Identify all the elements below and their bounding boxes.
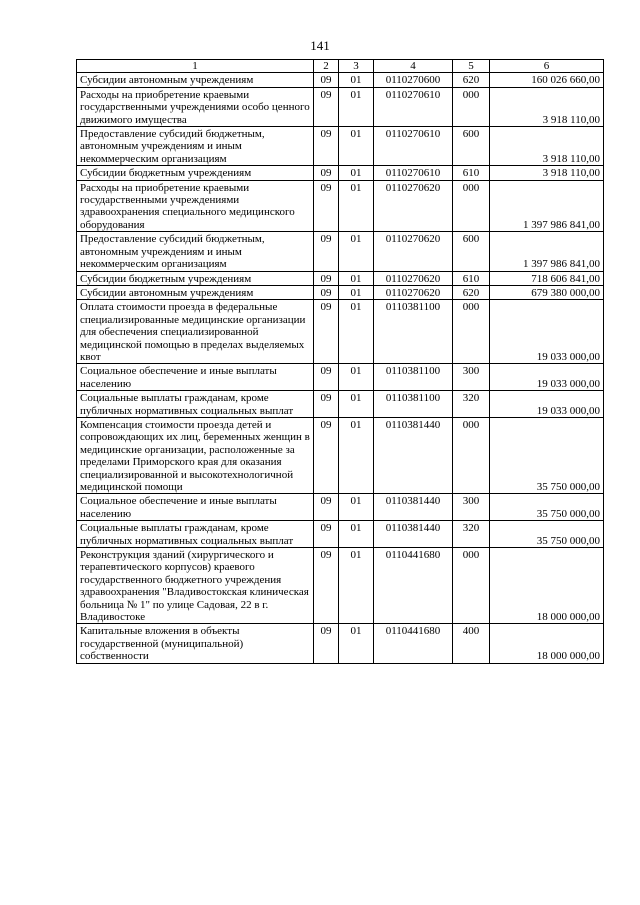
row-section: 09 bbox=[314, 364, 339, 391]
row-subsection: 01 bbox=[339, 87, 374, 126]
row-target-code: 0110381100 bbox=[374, 391, 453, 418]
row-amount: 3 918 110,00 bbox=[490, 166, 604, 180]
table-row bbox=[77, 548, 604, 624]
row-description: Социальное обеспечение и иные выплаты населению bbox=[77, 494, 314, 521]
row-subsection: 01 bbox=[339, 548, 374, 624]
row-section: 09 bbox=[314, 166, 339, 180]
row-amount: 19 033 000,00 bbox=[490, 364, 604, 391]
row-description: Социальное обеспечение и иные выплаты населению bbox=[77, 364, 314, 391]
row-subsection: 01 bbox=[339, 391, 374, 418]
row-expense-type: 320 bbox=[453, 391, 490, 418]
row-section: 09 bbox=[314, 271, 339, 285]
row-subsection: 01 bbox=[339, 180, 374, 232]
header-row bbox=[77, 60, 604, 73]
row-amount: 35 750 000,00 bbox=[490, 521, 604, 548]
row-subsection: 01 bbox=[339, 300, 374, 364]
row-target-code: 0110270620 bbox=[374, 232, 453, 271]
row-subsection: 01 bbox=[339, 232, 374, 271]
table-row bbox=[77, 127, 604, 166]
row-subsection: 01 bbox=[339, 285, 374, 299]
row-target-code: 0110381440 bbox=[374, 417, 453, 493]
row-description: Компенсация стоимости проезда детей и сопровождающих их лиц, беременных женщин в медицинские организации, расположенные за пределами Приморского края для оказания специализированной и высокотехнологичной медицинской помощи bbox=[77, 417, 314, 493]
row-description: Субсидии бюджетным учреждениям bbox=[77, 166, 314, 180]
row-expense-type: 620 bbox=[453, 285, 490, 299]
table-row bbox=[77, 521, 604, 548]
row-description: Расходы на приобретение краевыми государственными учреждениями здравоохранения специального медицинского оборудования bbox=[77, 180, 314, 232]
row-expense-type: 000 bbox=[453, 300, 490, 364]
row-description: Субсидии бюджетным учреждениям bbox=[77, 271, 314, 285]
row-subsection: 01 bbox=[339, 271, 374, 285]
row-expense-type: 600 bbox=[453, 232, 490, 271]
table-row bbox=[77, 300, 604, 364]
row-description: Социальные выплаты гражданам, кроме публичных нормативных социальных выплат bbox=[77, 521, 314, 548]
row-target-code: 0110441680 bbox=[374, 624, 453, 663]
row-expense-type: 600 bbox=[453, 127, 490, 166]
table-row bbox=[77, 364, 604, 391]
table-row bbox=[77, 417, 604, 493]
row-amount: 718 606 841,00 bbox=[490, 271, 604, 285]
table-row bbox=[77, 624, 604, 663]
row-section: 09 bbox=[314, 548, 339, 624]
row-section: 09 bbox=[314, 417, 339, 493]
row-amount: 1 397 986 841,00 bbox=[490, 180, 604, 232]
column-header: 6 bbox=[490, 60, 604, 73]
row-subsection: 01 bbox=[339, 364, 374, 391]
page-number: 141 bbox=[310, 38, 330, 53]
table-row bbox=[77, 232, 604, 271]
row-section: 09 bbox=[314, 180, 339, 232]
row-section: 09 bbox=[314, 494, 339, 521]
row-amount: 18 000 000,00 bbox=[490, 548, 604, 624]
row-target-code: 0110381440 bbox=[374, 521, 453, 548]
row-target-code: 0110381100 bbox=[374, 300, 453, 364]
row-expense-type: 400 bbox=[453, 624, 490, 663]
row-expense-type: 000 bbox=[453, 548, 490, 624]
row-subsection: 01 bbox=[339, 521, 374, 548]
row-amount: 160 026 660,00 bbox=[490, 73, 604, 87]
column-header: 2 bbox=[314, 60, 339, 73]
row-section: 09 bbox=[314, 391, 339, 418]
row-target-code: 0110270610 bbox=[374, 127, 453, 166]
table-row bbox=[77, 391, 604, 418]
column-header: 5 bbox=[453, 60, 490, 73]
row-description: Предоставление субсидий бюджетным, автономным учреждениям и иным некоммерческим организациям bbox=[77, 127, 314, 166]
row-subsection: 01 bbox=[339, 494, 374, 521]
row-target-code: 0110270620 bbox=[374, 271, 453, 285]
row-expense-type: 300 bbox=[453, 494, 490, 521]
row-section: 09 bbox=[314, 73, 339, 87]
row-description: Субсидии автономным учреждениям bbox=[77, 73, 314, 87]
row-expense-type: 000 bbox=[453, 417, 490, 493]
row-description: Реконструкция зданий (хирургического и терапевтического корпусов) краевого государственного бюджетного учреждения здравоохранения "Владивостокская клиническая больница № 1" по улице Садовая, 22 в г. Владивостоке bbox=[77, 548, 314, 624]
row-target-code: 0110270620 bbox=[374, 285, 453, 299]
table-row bbox=[77, 73, 604, 87]
row-expense-type: 300 bbox=[453, 364, 490, 391]
row-section: 09 bbox=[314, 127, 339, 166]
column-header: 4 bbox=[374, 60, 453, 73]
row-description: Социальные выплаты гражданам, кроме публичных нормативных социальных выплат bbox=[77, 391, 314, 418]
row-description: Субсидии автономным учреждениям bbox=[77, 285, 314, 299]
column-header: 3 bbox=[339, 60, 374, 73]
row-target-code: 0110270620 bbox=[374, 180, 453, 232]
row-amount: 18 000 000,00 bbox=[490, 624, 604, 663]
row-subsection: 01 bbox=[339, 417, 374, 493]
row-target-code: 0110270610 bbox=[374, 166, 453, 180]
row-subsection: 01 bbox=[339, 127, 374, 166]
row-target-code: 0110270600 bbox=[374, 73, 453, 87]
budget-table bbox=[76, 59, 604, 664]
row-amount: 3 918 110,00 bbox=[490, 127, 604, 166]
row-section: 09 bbox=[314, 232, 339, 271]
row-amount: 3 918 110,00 bbox=[490, 87, 604, 126]
row-description: Оплата стоимости проезда в федеральные специализированные медицинские организации для обеспечения специализированной медицинской помощью в пределах выделяемых квот bbox=[77, 300, 314, 364]
row-target-code: 0110381440 bbox=[374, 494, 453, 521]
row-amount: 19 033 000,00 bbox=[490, 391, 604, 418]
table-row bbox=[77, 166, 604, 180]
row-amount: 19 033 000,00 bbox=[490, 300, 604, 364]
row-expense-type: 000 bbox=[453, 180, 490, 232]
row-amount: 679 380 000,00 bbox=[490, 285, 604, 299]
row-expense-type: 610 bbox=[453, 166, 490, 180]
table-row bbox=[77, 494, 604, 521]
row-description: Капитальные вложения в объекты государственной (муниципальной) собственности bbox=[77, 624, 314, 663]
row-subsection: 01 bbox=[339, 73, 374, 87]
row-expense-type: 620 bbox=[453, 73, 490, 87]
table-row bbox=[77, 271, 604, 285]
row-description: Расходы на приобретение краевыми государственными учреждениями особо ценного движимого имущества bbox=[77, 87, 314, 126]
row-section: 09 bbox=[314, 300, 339, 364]
row-expense-type: 000 bbox=[453, 87, 490, 126]
row-expense-type: 610 bbox=[453, 271, 490, 285]
row-section: 09 bbox=[314, 87, 339, 126]
table-row bbox=[77, 180, 604, 232]
row-amount: 35 750 000,00 bbox=[490, 417, 604, 493]
table-row bbox=[77, 87, 604, 126]
row-section: 09 bbox=[314, 521, 339, 548]
table-row bbox=[77, 285, 604, 299]
row-description: Предоставление субсидий бюджетным, автономным учреждениям и иным некоммерческим организациям bbox=[77, 232, 314, 271]
row-expense-type: 320 bbox=[453, 521, 490, 548]
row-target-code: 0110381100 bbox=[374, 364, 453, 391]
row-subsection: 01 bbox=[339, 624, 374, 663]
row-subsection: 01 bbox=[339, 166, 374, 180]
row-target-code: 0110270610 bbox=[374, 87, 453, 126]
column-header: 1 bbox=[77, 60, 314, 73]
row-section: 09 bbox=[314, 285, 339, 299]
row-section: 09 bbox=[314, 624, 339, 663]
row-amount: 35 750 000,00 bbox=[490, 494, 604, 521]
row-amount: 1 397 986 841,00 bbox=[490, 232, 604, 271]
row-target-code: 0110441680 bbox=[374, 548, 453, 624]
